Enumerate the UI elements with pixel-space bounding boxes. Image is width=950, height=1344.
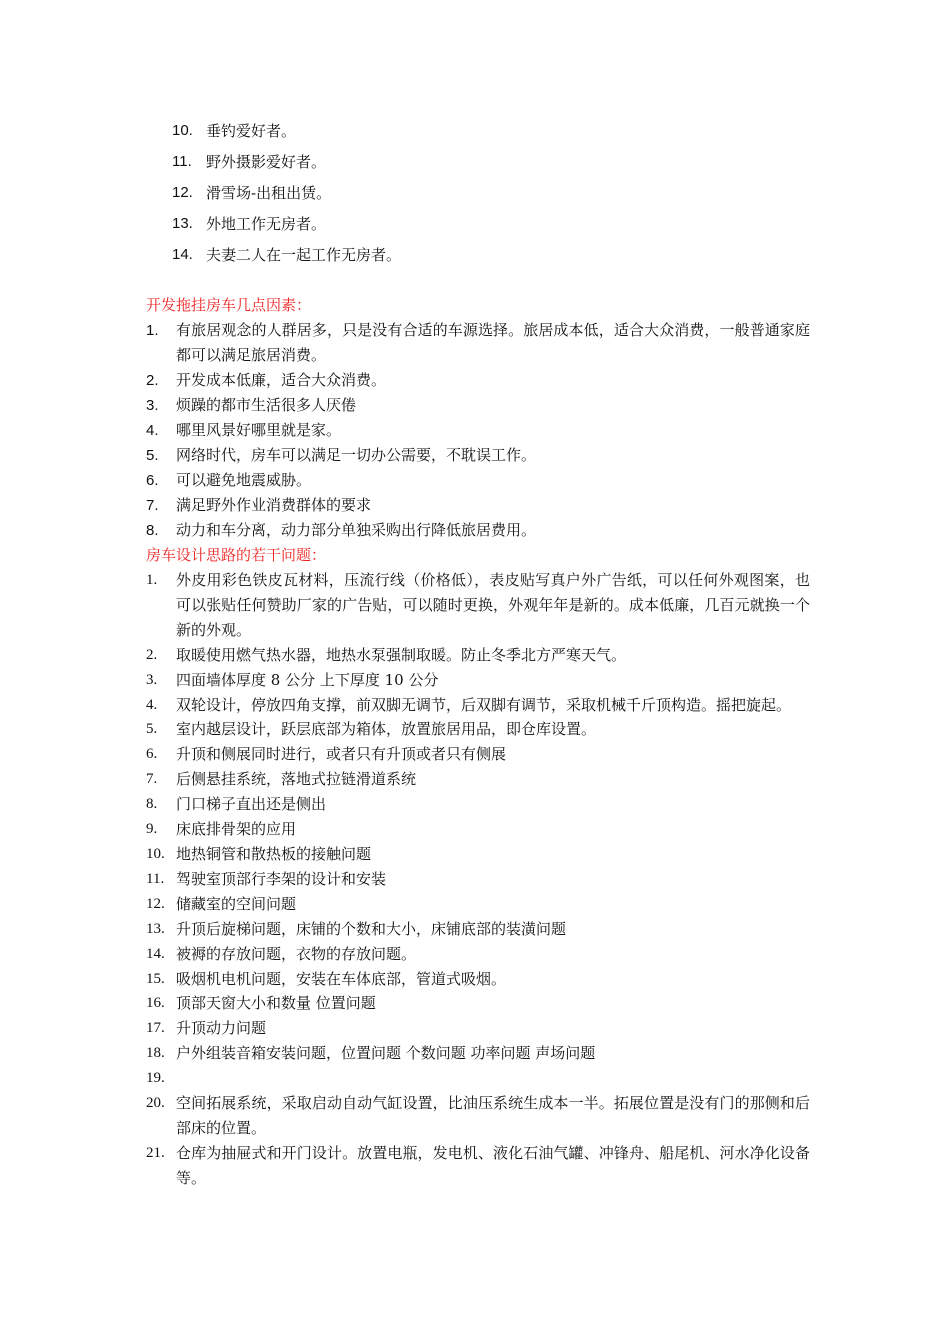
list-text: 吸烟机电机问题，安装在车体底部，管道式吸烟。 — [176, 969, 507, 988]
list-text: 外皮用彩色铁皮瓦材料，压流行线（价格低），表皮贴写真户外广告纸，可以任何外观图案，也可以张贴任何赞助厂家的广告贴，可以随时更换，外观年年是新的。成本低廉，几百元就换一个新的外观。 — [176, 571, 810, 639]
list-item — [146, 1041, 810, 1066]
list-text: 后侧悬挂系统，落地式拉链滑道系统 — [176, 770, 417, 789]
list-item — [146, 867, 810, 892]
list-text: 满足野外作业消费群体的要求 — [176, 496, 372, 514]
list-item — [146, 717, 810, 742]
list-item — [146, 917, 810, 942]
target-users-list-continued — [172, 119, 812, 274]
list-number: 5. — [146, 721, 158, 738]
list-item — [146, 393, 810, 418]
list-number: 9. — [146, 821, 158, 838]
list-item — [146, 668, 810, 693]
list-text — [176, 1066, 810, 1091]
list-number: 3. — [146, 671, 158, 688]
list-item — [146, 991, 810, 1016]
list-text: 烦躁的都市生活很多人厌倦 — [176, 396, 357, 414]
list-item — [146, 767, 810, 792]
list-item — [146, 967, 810, 992]
list-number: 11. — [146, 870, 165, 887]
list-item — [146, 368, 810, 393]
list-text: 取暖使用燃气热水器，地热水泵强制取暖。防止冬季北方严寒天气。 — [176, 645, 627, 664]
list-number: 20. — [146, 1095, 165, 1112]
list-number: 6. — [146, 472, 159, 489]
list-text: 储藏室的空间问题 — [176, 894, 297, 913]
list-number: 1. — [146, 322, 159, 339]
list-text: 升顶后旋梯问题，床铺的个数和大小，床铺底部的装潢问题 — [176, 919, 567, 938]
list-item — [146, 742, 810, 767]
list-number: 3. — [146, 397, 159, 414]
list-text: 夫妻二人在一起工作无房者。 — [206, 246, 402, 264]
list-item — [146, 568, 810, 643]
list-number: 16. — [146, 995, 165, 1012]
list-item — [146, 1016, 810, 1041]
list-text: 升顶动力问题 — [176, 1019, 267, 1038]
list-item — [172, 212, 812, 243]
list-number: 12. — [146, 895, 165, 912]
list-text: 门口梯子直出还是侧出 — [176, 795, 327, 814]
list-text: 有旅居观念的人群居多，只是没有合适的车源选择。旅居成本低，适合大众消费，一般普通家庭都可以满足旅居消费。 — [176, 321, 810, 364]
list-number: 18. — [146, 1045, 165, 1062]
list-number: 11. — [172, 153, 192, 170]
list-text: 开发成本低廉，适合大众消费。 — [176, 371, 387, 389]
list-item — [146, 493, 810, 518]
list-item — [146, 518, 810, 543]
list-number: 10. — [146, 845, 165, 862]
list-text: 哪里风景好哪里就是家。 — [176, 421, 342, 439]
list-number: 6. — [146, 746, 158, 763]
list-item — [146, 418, 810, 443]
list-text: 动力和车分离，动力部分单独采购出行降低旅居费用。 — [176, 521, 537, 539]
list-text: 升顶和侧展同时进行，或者只有升顶或者只有侧展 — [176, 745, 507, 764]
list-number: 8. — [146, 522, 159, 539]
list-number: 7. — [146, 497, 159, 514]
list-number: 7. — [146, 771, 158, 788]
list-text: 四面墙体厚度 8 公分 上下厚度 10 公分 — [176, 670, 439, 689]
list-number: 2. — [146, 372, 159, 389]
list-item — [146, 1091, 810, 1141]
list-text: 双轮设计，停放四角支撑，前双脚无调节，后双脚有调节，采取机械千斤顶构造。摇把旋起。 — [176, 695, 792, 714]
list-item — [146, 693, 810, 718]
list-number: 15. — [146, 970, 165, 987]
list-number: 10. — [172, 122, 193, 139]
list-number: 1. — [146, 572, 158, 588]
design-issues-list — [146, 568, 810, 1191]
list-item — [172, 181, 812, 212]
list-number: 17. — [146, 1020, 165, 1037]
section-heading-design-issues: 房车设计思路的若干问题： — [146, 546, 327, 564]
list-text: 滑雪场-出租出赁。 — [206, 184, 332, 202]
list-number: 5. — [146, 447, 159, 464]
list-number: 12. — [172, 184, 193, 201]
list-item — [146, 1066, 810, 1091]
list-text: 空间拓展系统，采取启动自动气缸设置，比油压系统生成本一半。拓展位置是没有门的那侧和后部床的位置。 — [176, 1094, 810, 1137]
list-item — [146, 443, 810, 468]
list-number: 2. — [146, 646, 158, 663]
factors-list — [146, 318, 810, 543]
list-text: 被褥的存放问题，衣物的存放问题。 — [176, 944, 417, 963]
list-number: 14. — [146, 945, 165, 962]
list-text: 仓库为抽屉式和开门设计。放置电瓶，发电机、液化石油气罐、冲锋舟、船尾机、河水净化设备等。 — [176, 1143, 810, 1187]
list-number: 8. — [146, 796, 158, 813]
list-text: 驾驶室顶部行李架的设计和安装 — [176, 869, 387, 888]
list-text: 地热铜管和散热板的接触问题 — [176, 844, 372, 863]
list-item — [146, 792, 810, 817]
list-item — [172, 119, 812, 150]
list-item — [146, 842, 810, 867]
list-number: 4. — [146, 696, 158, 713]
list-text: 顶部天窗大小和数量 位置问题 — [176, 994, 376, 1013]
list-number: 4. — [146, 422, 159, 439]
list-item — [146, 318, 810, 368]
list-number: 13. — [146, 920, 165, 937]
list-text: 户外组装音箱安装问题，位置问题 个数问题 功率问题 声场问题 — [176, 1044, 596, 1063]
list-text: 可以避免地震威胁。 — [176, 471, 312, 489]
list-item — [146, 468, 810, 493]
list-text: 网络时代，房车可以满足一切办公需要，不耽误工作。 — [176, 446, 537, 464]
list-item — [146, 892, 810, 917]
section-heading-factors: 开发拖挂房车几点因素： — [146, 296, 312, 314]
list-number: 21. — [146, 1144, 165, 1161]
list-item — [146, 1141, 810, 1191]
list-item — [146, 942, 810, 967]
list-number: 14. — [172, 246, 193, 263]
list-item — [146, 643, 810, 668]
list-number: 13. — [172, 215, 193, 232]
list-text: 外地工作无房者。 — [206, 215, 327, 233]
list-text: 野外摄影爱好者。 — [206, 153, 327, 171]
list-item — [146, 817, 810, 842]
list-item — [172, 243, 812, 274]
list-item — [172, 150, 812, 181]
list-text: 垂钓爱好者。 — [206, 122, 297, 140]
list-text: 室内越层设计，跃层底部为箱体，放置旅居用品，即仓库设置。 — [176, 720, 597, 739]
list-number: 19. — [146, 1070, 165, 1087]
list-text: 床底排骨架的应用 — [176, 820, 297, 839]
